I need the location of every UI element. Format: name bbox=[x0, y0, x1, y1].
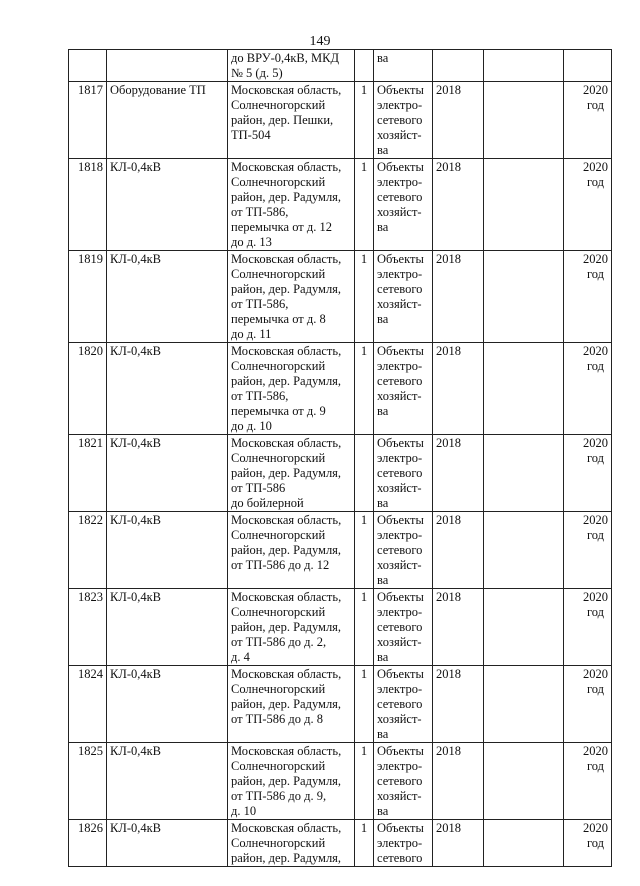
extra-cell bbox=[484, 251, 564, 343]
completion-cell bbox=[564, 512, 612, 589]
row-number-cell bbox=[69, 50, 107, 82]
category-cell-line: электро- bbox=[377, 528, 423, 542]
year-cell: 2018 bbox=[433, 159, 484, 251]
year-cell: 2018 bbox=[433, 251, 484, 343]
address-cell-line: д. 4 bbox=[231, 650, 250, 664]
address-cell-line: Солнечногорский bbox=[231, 682, 326, 696]
year-cell: 2018 bbox=[433, 512, 484, 589]
completion-cell bbox=[564, 666, 612, 743]
completion-line: год bbox=[586, 759, 605, 773]
category-cell-line: ва bbox=[377, 804, 389, 818]
address-cell-line: перемычка от д. 9 bbox=[231, 404, 326, 418]
quantity-cell: 1 bbox=[355, 820, 374, 867]
address-cell-line: Солнечногорский bbox=[231, 528, 326, 542]
page-number: 149 bbox=[309, 34, 331, 49]
address-cell bbox=[228, 435, 355, 512]
category-cell bbox=[374, 50, 433, 82]
category-cell-line: электро- bbox=[377, 682, 423, 696]
address-cell-line: район, дер. Радумля, bbox=[231, 697, 342, 711]
extra-cell bbox=[484, 743, 564, 820]
table-row-continuation bbox=[69, 50, 612, 82]
address-cell-line: от ТП-586 до д. 12 bbox=[231, 558, 330, 572]
address-cell-line: район, дер. Пешки, bbox=[231, 113, 334, 127]
extra-cell bbox=[484, 512, 564, 589]
row-number-cell: 1817 bbox=[69, 82, 107, 159]
completion-line: год bbox=[586, 605, 605, 619]
category-cell-line: сетевого bbox=[377, 543, 423, 557]
category-cell-line: хозяйст- bbox=[377, 297, 422, 311]
quantity-cell: 1 bbox=[355, 343, 374, 435]
completion-year bbox=[583, 590, 608, 620]
address-cell-line: район, дер. Радумля, bbox=[231, 620, 342, 634]
address-cell-line: район, дер. Радумля, bbox=[231, 774, 342, 788]
address-cell-line: Московская область, bbox=[231, 590, 342, 604]
category-cell bbox=[374, 820, 433, 867]
year-cell: 2018 bbox=[433, 435, 484, 512]
address-cell-line: от ТП-586 до д. 9, bbox=[231, 789, 327, 803]
category-cell-line: хозяйст- bbox=[377, 558, 422, 572]
category-cell bbox=[374, 512, 433, 589]
address-cell-line: от ТП-586 bbox=[231, 481, 286, 495]
extra-cell bbox=[484, 435, 564, 512]
address-cell-line: до ВРУ-0,4кВ, МКД bbox=[231, 51, 339, 65]
category-cell-line: Объекты bbox=[377, 436, 424, 450]
address-cell-line: от ТП-586, bbox=[231, 297, 289, 311]
row-number-cell: 1824 bbox=[69, 666, 107, 743]
address-cell-line: от ТП-586, bbox=[231, 389, 289, 403]
name-cell: КЛ-0,4кВ bbox=[107, 343, 228, 435]
completion-line: год bbox=[586, 175, 605, 189]
year-cell: 2018 bbox=[433, 820, 484, 867]
category-cell-line: сетевого bbox=[377, 282, 423, 296]
address-cell-line: Солнечногорский bbox=[231, 451, 326, 465]
address-cell-line: от ТП-586 до д. 2, bbox=[231, 635, 327, 649]
completion-line: 2020 bbox=[583, 821, 608, 835]
completion-line: год bbox=[586, 267, 605, 281]
table-row bbox=[69, 82, 612, 159]
name-cell: КЛ-0,4кВ bbox=[107, 743, 228, 820]
category-cell-line: электро- bbox=[377, 836, 423, 850]
completion-line: год bbox=[586, 451, 605, 465]
address-cell bbox=[228, 50, 355, 82]
quantity-cell: 1 bbox=[355, 159, 374, 251]
address-cell-line: Солнечногорский bbox=[231, 836, 326, 850]
completion-line: год bbox=[586, 359, 605, 373]
category-cell-line: сетевого bbox=[377, 851, 423, 865]
year-cell: 2018 bbox=[433, 743, 484, 820]
category-cell-line: сетевого bbox=[377, 620, 423, 634]
category-cell-line: сетевого bbox=[377, 697, 423, 711]
category-cell-line: ва bbox=[377, 220, 389, 234]
category-cell bbox=[374, 251, 433, 343]
table-row bbox=[69, 666, 612, 743]
address-cell-line: район, дер. Радумля, bbox=[231, 190, 342, 204]
quantity-cell bbox=[355, 50, 374, 82]
address-cell-line: до д. 10 bbox=[231, 419, 272, 433]
category-cell-line: ва bbox=[377, 573, 389, 587]
address-cell bbox=[228, 666, 355, 743]
name-cell: КЛ-0,4кВ bbox=[107, 512, 228, 589]
address-cell-line: район, дер. Радумля, bbox=[231, 466, 342, 480]
completion-year bbox=[583, 667, 608, 697]
table-row bbox=[69, 435, 612, 512]
extra-cell bbox=[484, 159, 564, 251]
category-cell-line: Объекты bbox=[377, 83, 424, 97]
completion-year bbox=[583, 821, 608, 851]
category-cell-line: хозяйст- bbox=[377, 128, 422, 142]
completion-cell bbox=[564, 82, 612, 159]
category-cell-line: сетевого bbox=[377, 374, 423, 388]
completion-cell bbox=[564, 435, 612, 512]
extra-cell bbox=[484, 589, 564, 666]
quantity-cell: 1 bbox=[355, 251, 374, 343]
category-cell-line: хозяйст- bbox=[377, 389, 422, 403]
year-cell: 2018 bbox=[433, 666, 484, 743]
category-cell-line: хозяйст- bbox=[377, 481, 422, 495]
table-row bbox=[69, 589, 612, 666]
quantity-cell: 1 bbox=[355, 512, 374, 589]
category-cell-line: электро- bbox=[377, 175, 423, 189]
address-cell bbox=[228, 589, 355, 666]
year-cell bbox=[433, 50, 484, 82]
address-cell-line: перемычка от д. 8 bbox=[231, 312, 326, 326]
completion-line: 2020 bbox=[583, 436, 608, 450]
name-cell: КЛ-0,4кВ bbox=[107, 820, 228, 867]
table-row bbox=[69, 159, 612, 251]
address-cell-line: Московская область, bbox=[231, 344, 342, 358]
completion-year bbox=[583, 436, 608, 466]
quantity-cell: 1 bbox=[355, 743, 374, 820]
category-cell-line: Объекты bbox=[377, 590, 424, 604]
category-cell-line: электро- bbox=[377, 605, 423, 619]
name-cell: КЛ-0,4кВ bbox=[107, 666, 228, 743]
year-cell: 2018 bbox=[433, 82, 484, 159]
address-cell-line: Солнечногорский bbox=[231, 605, 326, 619]
table-row bbox=[69, 743, 612, 820]
address-cell bbox=[228, 820, 355, 867]
table-row bbox=[69, 343, 612, 435]
completion-cell bbox=[564, 159, 612, 251]
completion-line: 2020 bbox=[583, 513, 608, 527]
completion-year bbox=[583, 744, 608, 774]
year-cell: 2018 bbox=[433, 589, 484, 666]
address-cell-line: Московская область, bbox=[231, 513, 342, 527]
address-cell-line: от ТП-586 до д. 8 bbox=[231, 712, 323, 726]
objects-table bbox=[68, 49, 612, 867]
name-cell: КЛ-0,4кВ bbox=[107, 435, 228, 512]
completion-line: 2020 bbox=[583, 83, 608, 97]
address-cell-line: № 5 (д. 5) bbox=[231, 66, 283, 80]
address-cell bbox=[228, 512, 355, 589]
category-cell-line: сетевого bbox=[377, 190, 423, 204]
category-cell bbox=[374, 343, 433, 435]
address-cell-line: Солнечногорский bbox=[231, 359, 326, 373]
category-cell-line: Объекты bbox=[377, 744, 424, 758]
completion-year bbox=[583, 160, 608, 190]
category-cell-line: электро- bbox=[377, 267, 423, 281]
address-cell-line: Солнечногорский bbox=[231, 267, 326, 281]
completion-cell bbox=[564, 820, 612, 867]
completion-year bbox=[583, 252, 608, 282]
address-cell-line: Московская область, bbox=[231, 821, 342, 835]
address-cell-line: Солнечногорский bbox=[231, 98, 326, 112]
table-row bbox=[69, 512, 612, 589]
completion-cell bbox=[564, 343, 612, 435]
category-cell-line: Объекты bbox=[377, 513, 424, 527]
name-cell: КЛ-0,4кВ bbox=[107, 589, 228, 666]
category-cell-line: ва bbox=[377, 496, 389, 510]
row-number-cell: 1820 bbox=[69, 343, 107, 435]
address-cell-line: Московская область, bbox=[231, 744, 342, 758]
category-cell-line: сетевого bbox=[377, 466, 423, 480]
row-number-cell: 1819 bbox=[69, 251, 107, 343]
address-cell-line: Солнечногорский bbox=[231, 759, 326, 773]
name-cell: КЛ-0,4кВ bbox=[107, 251, 228, 343]
category-cell-line: сетевого bbox=[377, 774, 423, 788]
address-cell-line: район, дер. Радумля, bbox=[231, 851, 342, 865]
completion-cell bbox=[564, 589, 612, 666]
row-number-cell: 1821 bbox=[69, 435, 107, 512]
table-row bbox=[69, 820, 612, 867]
category-cell-line: ва bbox=[377, 404, 389, 418]
address-cell-line: ТП-504 bbox=[231, 128, 271, 142]
category-cell-line: электро- bbox=[377, 759, 423, 773]
category-cell-line: ва bbox=[377, 143, 389, 157]
row-number-cell: 1825 bbox=[69, 743, 107, 820]
completion-line: 2020 bbox=[583, 160, 608, 174]
completion-line: 2020 bbox=[583, 344, 608, 358]
row-number-cell: 1822 bbox=[69, 512, 107, 589]
row-number-cell: 1826 bbox=[69, 820, 107, 867]
table-body bbox=[69, 50, 612, 867]
category-cell-line: электро- bbox=[377, 451, 423, 465]
category-cell-line: электро- bbox=[377, 359, 423, 373]
category-cell bbox=[374, 589, 433, 666]
category-cell-line: Объекты bbox=[377, 344, 424, 358]
completion-line: 2020 bbox=[583, 590, 608, 604]
category-cell-line: Объекты bbox=[377, 821, 424, 835]
completion-line: год bbox=[586, 98, 605, 112]
completion-line: год bbox=[586, 682, 605, 696]
category-cell bbox=[374, 82, 433, 159]
completion-line: 2020 bbox=[583, 744, 608, 758]
completion-cell bbox=[564, 50, 612, 82]
category-cell-line: ва bbox=[377, 650, 389, 664]
quantity-cell bbox=[355, 435, 374, 512]
category-cell bbox=[374, 666, 433, 743]
address-cell-line: район, дер. Радумля, bbox=[231, 374, 342, 388]
address-cell bbox=[228, 159, 355, 251]
category-cell-line: хозяйст- bbox=[377, 789, 422, 803]
category-cell-line: Объекты bbox=[377, 667, 424, 681]
address-cell-line: до бойлерной bbox=[231, 496, 304, 510]
name-cell bbox=[107, 50, 228, 82]
extra-cell bbox=[484, 82, 564, 159]
category-cell-line: электро- bbox=[377, 98, 423, 112]
completion-year bbox=[583, 344, 608, 374]
name-cell: Оборудование ТП bbox=[107, 82, 228, 159]
completion-line: год bbox=[586, 836, 605, 850]
address-cell bbox=[228, 343, 355, 435]
category-cell-line: хозяйст- bbox=[377, 635, 422, 649]
address-cell-line: район, дер. Радумля, bbox=[231, 282, 342, 296]
category-cell-line: ва bbox=[377, 727, 389, 741]
address-cell bbox=[228, 743, 355, 820]
completion-line: 2020 bbox=[583, 252, 608, 266]
category-cell-line: Объекты bbox=[377, 160, 424, 174]
category-cell-line: сетевого bbox=[377, 113, 423, 127]
category-cell bbox=[374, 435, 433, 512]
address-cell-line: д. 10 bbox=[231, 804, 257, 818]
quantity-cell: 1 bbox=[355, 666, 374, 743]
row-number-cell: 1823 bbox=[69, 589, 107, 666]
address-cell-line: Московская область, bbox=[231, 160, 342, 174]
address-cell-line: Московская область, bbox=[231, 436, 342, 450]
address-cell-line: до д. 13 bbox=[231, 235, 272, 249]
address-cell-line: от ТП-586, bbox=[231, 205, 289, 219]
address-cell-line: район, дер. Радумля, bbox=[231, 543, 342, 557]
category-cell-line: ва bbox=[377, 312, 389, 326]
completion-year bbox=[583, 513, 608, 543]
category-cell-line: хозяйст- bbox=[377, 205, 422, 219]
row-number-cell: 1818 bbox=[69, 159, 107, 251]
address-cell bbox=[228, 82, 355, 159]
table-row bbox=[69, 251, 612, 343]
address-cell-line: Московская область, bbox=[231, 83, 342, 97]
category-cell-line: ва bbox=[377, 51, 389, 65]
address-cell-line: перемычка от д. 12 bbox=[231, 220, 332, 234]
extra-cell bbox=[484, 50, 564, 82]
quantity-cell: 1 bbox=[355, 589, 374, 666]
address-cell bbox=[228, 251, 355, 343]
completion-line: 2020 bbox=[583, 667, 608, 681]
extra-cell bbox=[484, 343, 564, 435]
address-cell-line: Московская область, bbox=[231, 667, 342, 681]
completion-cell bbox=[564, 251, 612, 343]
quantity-cell: 1 bbox=[355, 82, 374, 159]
category-cell-line: Объекты bbox=[377, 252, 424, 266]
year-cell: 2018 bbox=[433, 343, 484, 435]
category-cell bbox=[374, 743, 433, 820]
address-cell-line: до д. 11 bbox=[231, 327, 272, 341]
category-cell bbox=[374, 159, 433, 251]
address-cell-line: Московская область, bbox=[231, 252, 342, 266]
completion-line: год bbox=[586, 528, 605, 542]
address-cell-line: Солнечногорский bbox=[231, 175, 326, 189]
extra-cell bbox=[484, 666, 564, 743]
completion-year bbox=[583, 83, 608, 113]
completion-cell bbox=[564, 743, 612, 820]
extra-cell bbox=[484, 820, 564, 867]
category-cell-line: хозяйст- bbox=[377, 712, 422, 726]
name-cell: КЛ-0,4кВ bbox=[107, 159, 228, 251]
